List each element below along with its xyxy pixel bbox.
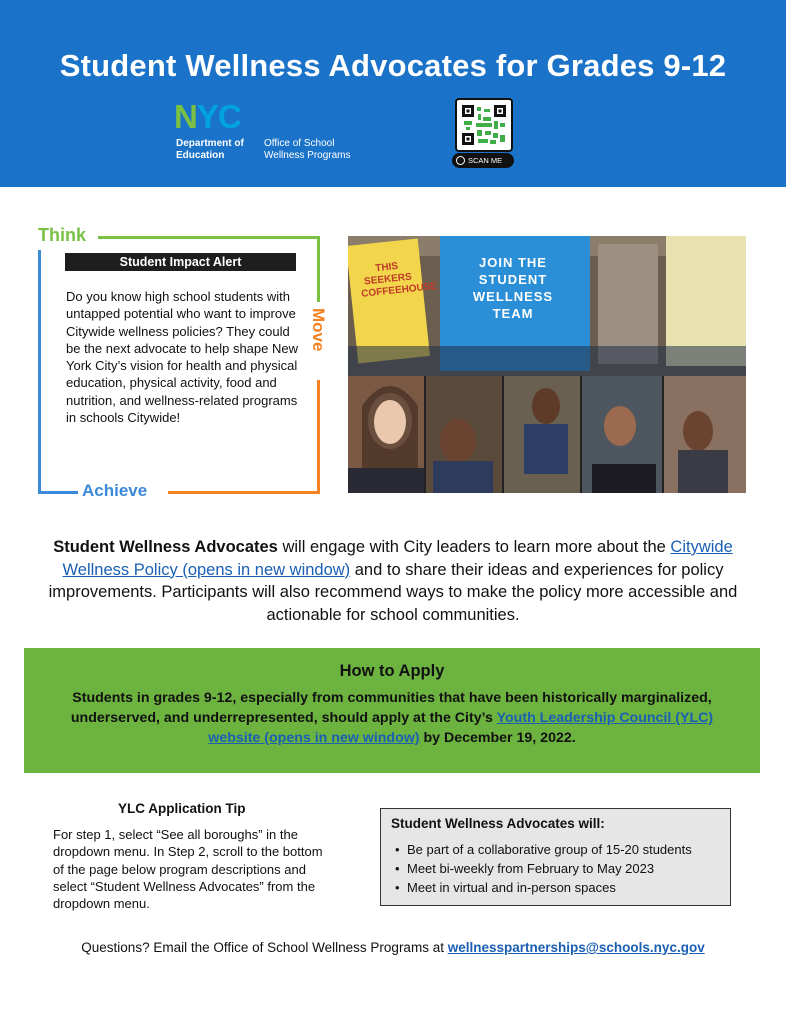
- advocates-will-list: [395, 840, 692, 897]
- advocates-will-title: Student Wellness Advocates will:: [391, 816, 605, 831]
- student-impact-alert-title: Student Impact Alert: [65, 253, 296, 271]
- scan-me-pill: [452, 153, 514, 168]
- list-item-text: Meet in virtual and in-person spaces: [407, 880, 616, 895]
- nyc-letters: [174, 98, 241, 135]
- think-label: Think: [38, 225, 86, 245]
- intro-bold-lead: Student Wellness Advocates: [53, 538, 278, 556]
- frame-line-bottom-orange: [168, 491, 320, 494]
- questions-line: [0, 940, 786, 955]
- advocates-will-box: [380, 808, 731, 906]
- bullet-icon: •: [395, 861, 400, 876]
- logo-letter-n: N: [174, 98, 197, 135]
- list-item: [395, 840, 692, 859]
- header-banner: [0, 0, 786, 187]
- frame-line-left: [38, 250, 41, 494]
- frame-line-top: [98, 236, 320, 239]
- apply-deadline: by December 19, 2022.: [419, 730, 576, 746]
- frame-line-bottom-blue: [38, 491, 78, 494]
- frame-line-right-top: [317, 236, 320, 302]
- page-title: Student Wellness Advocates for Grades 9-12: [59, 48, 727, 83]
- office-name: Office of School Wellness Programs: [264, 138, 351, 161]
- ylc-tip-text: For step 1, select “See all boroughs” in the dropdown menu. In Step 2, scroll to the bottom of the page below program descriptions and select “Student Wellness Advocates” from the dropdown menu.: [53, 827, 323, 912]
- scan-icon: [456, 156, 465, 165]
- how-to-apply-text: [50, 688, 734, 748]
- photo-sign-left: THIS SEEKERS COFFEEHOUSE: [360, 260, 438, 300]
- qr-code-icon[interactable]: [455, 98, 513, 152]
- scan-me-label: SCAN ME: [468, 156, 503, 165]
- list-item-text: Be part of a collaborative group of 15-20 students: [407, 842, 692, 857]
- logo-letter-y: Y: [196, 98, 218, 135]
- achieve-label: Achieve: [82, 481, 148, 500]
- frame-line-right-bottom: [317, 380, 320, 494]
- intro-part-1: will engage with City leaders to learn more about the: [277, 538, 671, 556]
- list-item-text: Meet bi-weekly from February to May 2023: [407, 861, 655, 876]
- move-label: Move: [309, 308, 328, 352]
- department-name: Department of Education: [176, 138, 244, 161]
- student-photo-collage: [348, 236, 746, 493]
- contact-email-link[interactable]: wellnesspartnerships@schools.nyc.gov: [447, 940, 705, 955]
- ylc-website-link[interactable]: Youth Leadership Council (YLC) website (opens in new window): [208, 710, 714, 746]
- nyc-doe-logo: [174, 98, 364, 162]
- how-to-apply-heading: How to Apply: [339, 662, 445, 680]
- questions-text: Questions? Email the Office of School Wellness Programs at: [81, 940, 448, 955]
- list-item: [395, 878, 692, 897]
- intro-part-2: and to share their ideas and experiences for policy improvements. Participants will also recommend ways to make the policy more accessible and actionable for school communities.: [48, 560, 738, 624]
- logo-letter-c: C: [217, 98, 241, 135]
- photo-sign-center: JOIN THE STUDENT WELLNESS TEAM: [472, 255, 554, 321]
- intro-paragraph: [30, 536, 756, 626]
- apply-eligibility-text: Students in grades 9-12, especially from communities that have been historically marginalized, underserved, and underrepresented, should apply at the City’s: [70, 690, 712, 726]
- bullet-icon: •: [395, 880, 400, 895]
- ylc-tip-title: YLC Application Tip: [118, 801, 246, 816]
- student-impact-alert-text: Do you know high school students with untapped potential who want to improve Citywide wellness policies? They could be the next advocate to help shape New York City’s vision for health and physical education, physical activity, food and nutrition, and wellness-related programs in schools Citywide!: [66, 289, 298, 426]
- list-item: [395, 859, 692, 878]
- bullet-icon: •: [395, 842, 400, 857]
- how-to-apply-box: [24, 648, 760, 773]
- citywide-wellness-policy-link[interactable]: Citywide Wellness Policy (opens in new window): [62, 538, 733, 579]
